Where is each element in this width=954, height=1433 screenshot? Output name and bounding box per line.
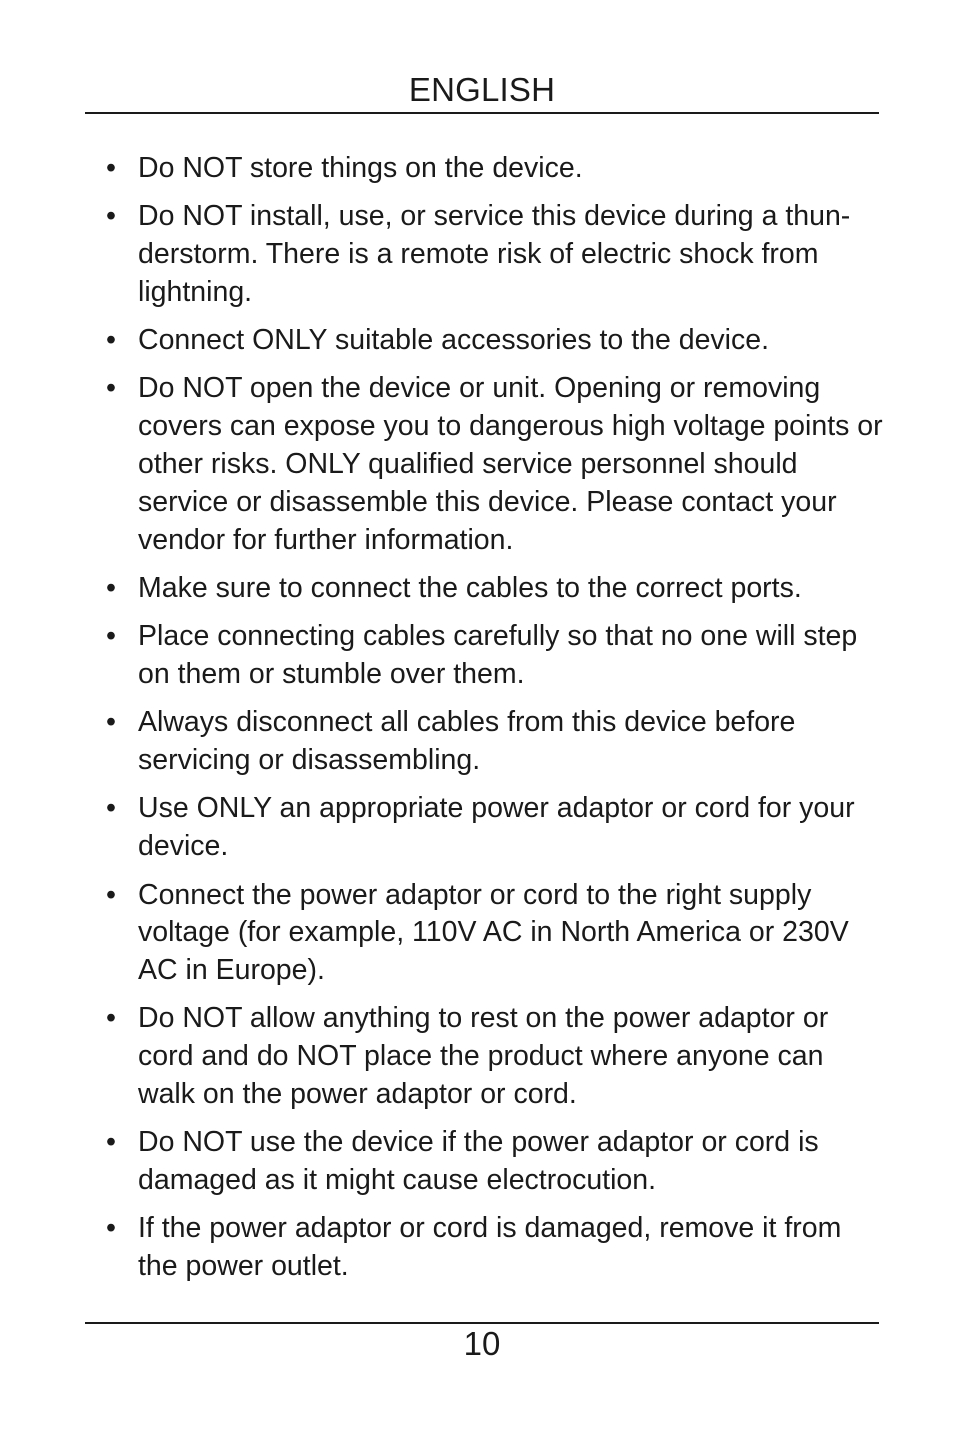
- bullet-icon: •: [106, 706, 116, 739]
- bullet-icon: •: [106, 878, 116, 911]
- bullet-icon: •: [106, 571, 116, 604]
- list-item: [0, 570, 954, 608]
- bullet-icon: •: [106, 324, 116, 357]
- list-item-text: If the power adaptor or cord is damaged, remove it from the power outlet.: [138, 1212, 842, 1283]
- bullet-icon: •: [106, 200, 116, 233]
- bullet-icon: •: [106, 152, 116, 184]
- list-item-text: Connect ONLY suitable accessories to the device.: [138, 324, 770, 357]
- list-item-text: Always disconnect all cables from this device before servicing or disassembling.: [138, 706, 796, 777]
- list-item-text: Connect the power adaptor or cord to the right supply voltage (for example, 110V AC in North America or 230V AC in Europe).: [138, 878, 849, 987]
- page-number: 10: [463, 1325, 501, 1362]
- list-item-text: Make sure to connect the cables to the correct ports.: [138, 571, 802, 604]
- list-item-text: Do NOT store things on the device.: [138, 152, 583, 184]
- bullet-icon: •: [106, 792, 116, 825]
- list-item: [0, 877, 954, 990]
- safety-warnings-list: [0, 150, 954, 1297]
- bullet-icon: •: [106, 372, 116, 405]
- page-header-title: ENGLISH: [408, 71, 556, 108]
- bullet-icon: •: [106, 1002, 116, 1035]
- list-item: [0, 198, 954, 311]
- bullet-icon: •: [106, 620, 116, 653]
- header-divider: [85, 112, 879, 114]
- list-item: [0, 150, 954, 188]
- list-item-text: Do NOT open the device or unit. Opening or removing covers can expose you to dangerous high voltage points or other risks. ONLY qualified service personnel should service or disassemble this device. Please contact your vendor for further information.: [138, 372, 883, 556]
- list-item: [0, 322, 954, 360]
- list-item: [0, 790, 954, 866]
- list-item-text: Do NOT use the device if the power adaptor or cord is damaged as it might cause electrocution.: [138, 1126, 819, 1197]
- list-item: [0, 1210, 954, 1286]
- list-item-text: Place connecting cables carefully so that no one will step on them or stumble over them.: [138, 620, 858, 691]
- list-item: [0, 704, 954, 780]
- bullet-icon: •: [106, 1126, 116, 1159]
- list-item: [0, 370, 954, 559]
- list-item: [0, 1000, 954, 1113]
- list-item-text: Use ONLY an appropriate power adaptor or cord for your device.: [138, 792, 855, 863]
- list-item: [0, 1124, 954, 1200]
- list-item-text: Do NOT install, use, or service this device during a thun-derstorm. There is a remote risk of electric shock from lightning.: [138, 200, 851, 308]
- list-item-text: Do NOT allow anything to rest on the power adaptor or cord and do NOT place the product where anyone can walk on the power adaptor or cord.: [138, 1002, 829, 1111]
- bullet-icon: •: [106, 1212, 116, 1245]
- list-item: [0, 618, 954, 694]
